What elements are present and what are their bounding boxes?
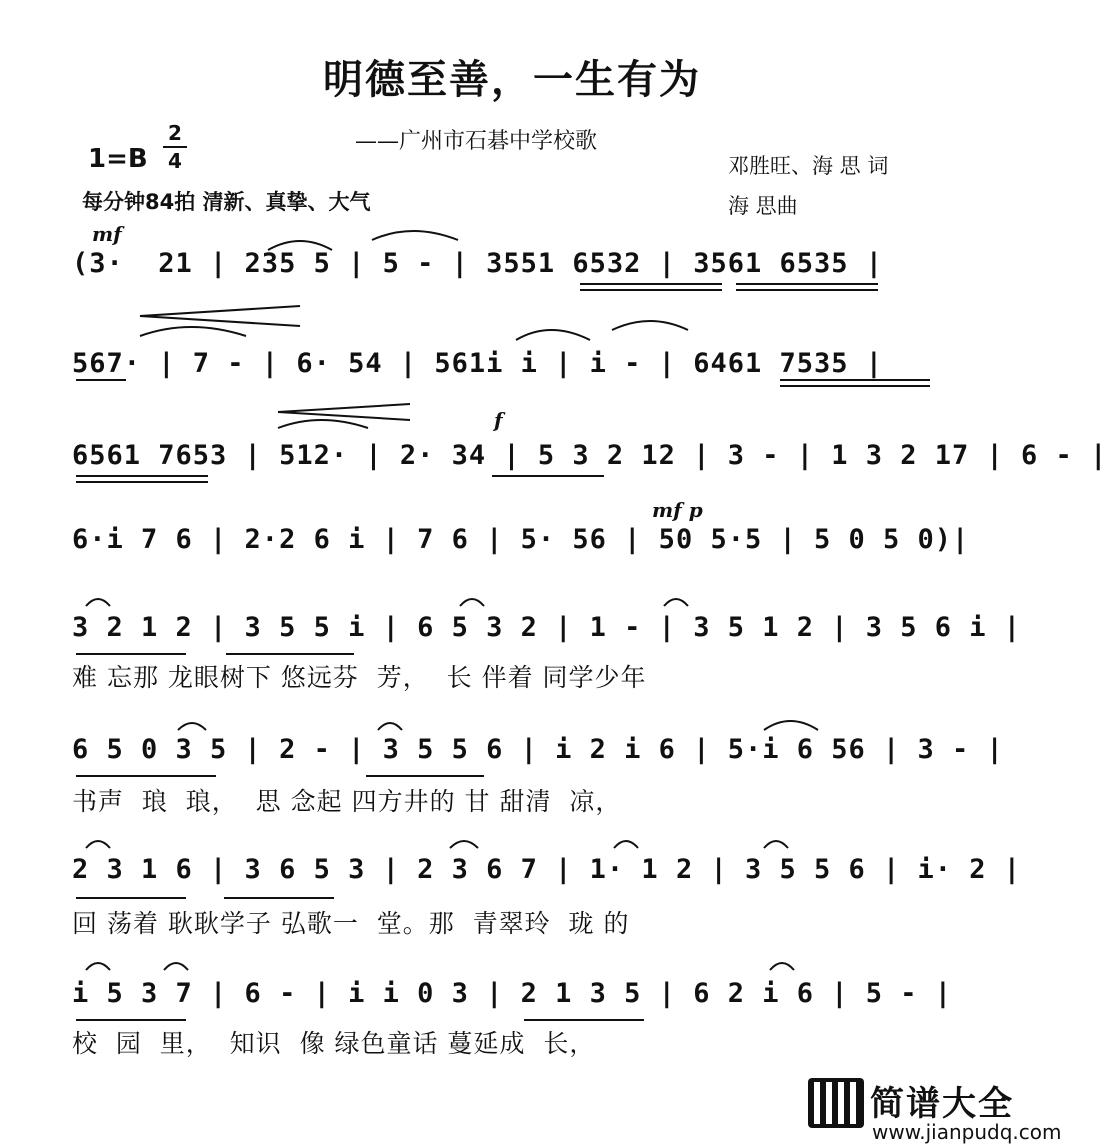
notation-line: 6561 7653 | 512· | 2· 34 | 5 3 2 12 | 3 - | 1 3 2 17 | 6 - | [72,440,1107,471]
tie-slur [378,723,402,730]
tie-slur [86,599,110,606]
meter-top: 2 [168,121,182,145]
dynamic-marking: f [494,408,503,432]
logo-url-text: www.jianpudq.com [872,1120,1062,1144]
tempo-marking: 每分钟84拍 清新、真挚、大气 [82,190,371,214]
notation-line: 3 2 1 2 | 3 5 5 i | 6 5 3 2 | 1 - | 3 5 1 2 | 3 5 6 i | [72,612,1022,643]
notation-line: 6·i 7 6 | 2·2 6 i | 7 6 | 5· 56 | 50 5·5 | 5 0 5 0)| [72,524,970,555]
lyric-line: 校 园 里， 知识 像 绿色童话 蔓延成 长， [72,1029,596,1058]
page-subtitle: ——广州市石碁中学校歌 [355,129,598,154]
key-signature: 1=B [88,144,148,174]
dynamic-marking: mf [92,222,122,246]
tie-slur [86,841,110,848]
lyricist-credit: 邓胜旺、海 思 词 [728,154,889,178]
tie-slur [516,330,590,340]
composer-credit: 海 思曲 [728,194,798,218]
lyric-line: 回 荡着 耿耿学子 弘歌一 堂。那 青翠玲 珑 的 [72,909,630,938]
meter-bottom: 4 [168,149,182,173]
tie-slur [612,321,688,330]
tie-slur [278,420,368,428]
tie-slur [764,841,788,848]
tie-slur [178,723,206,730]
watermark-logo [808,1076,1062,1144]
tie-slur [450,841,478,848]
crescendo-hairpin [140,306,300,326]
tie-slur [268,241,332,250]
lyric-line: 难 忘那 龙眼树下 悠远芬 芳， 长 伴着 同学少年 [72,663,647,692]
tie-slur [770,963,794,970]
page-title: 明德至善，一生有为 [323,56,701,103]
notation-line: i 5 3 7 | 6 - | i i 0 3 | 2 1 3 5 | 6 2 i 6 | 5 - | [72,978,953,1009]
tie-slur [764,721,818,730]
logo-brand-text: 简谱大全 [870,1084,1014,1124]
notation-line: 567· | 7 - | 6· 54 | 561i i | i - | 6461 7535 | [72,348,884,379]
crescendo-hairpin [278,404,410,420]
notation-line: (3· 21 | 235 5 | 5 - | 3551 6532 | 3561 6535 | [72,248,884,279]
tie-slur [372,231,458,240]
tie-slur [460,599,484,606]
tie-slur [614,841,638,848]
piano-keys-icon [808,1078,864,1128]
notation-line: 6 5 0 3 5 | 2 - | 3 5 5 6 | i 2 i 6 | 5·i 6 56 | 3 - | [72,734,1004,765]
tie-slur [664,599,688,606]
notation-line: 2 3 1 6 | 3 6 5 3 | 2 3 6 7 | 1· 1 2 | 3 5 5 6 | i· 2 | [72,854,1022,885]
dynamic-marking: mf p [652,498,703,522]
tie-slur [140,327,246,336]
tie-slur [164,963,188,970]
lyric-line: 书声 琅 琅， 思 念起 四方井的 甘 甜清 凉， [72,787,622,816]
tie-slur [86,963,110,970]
